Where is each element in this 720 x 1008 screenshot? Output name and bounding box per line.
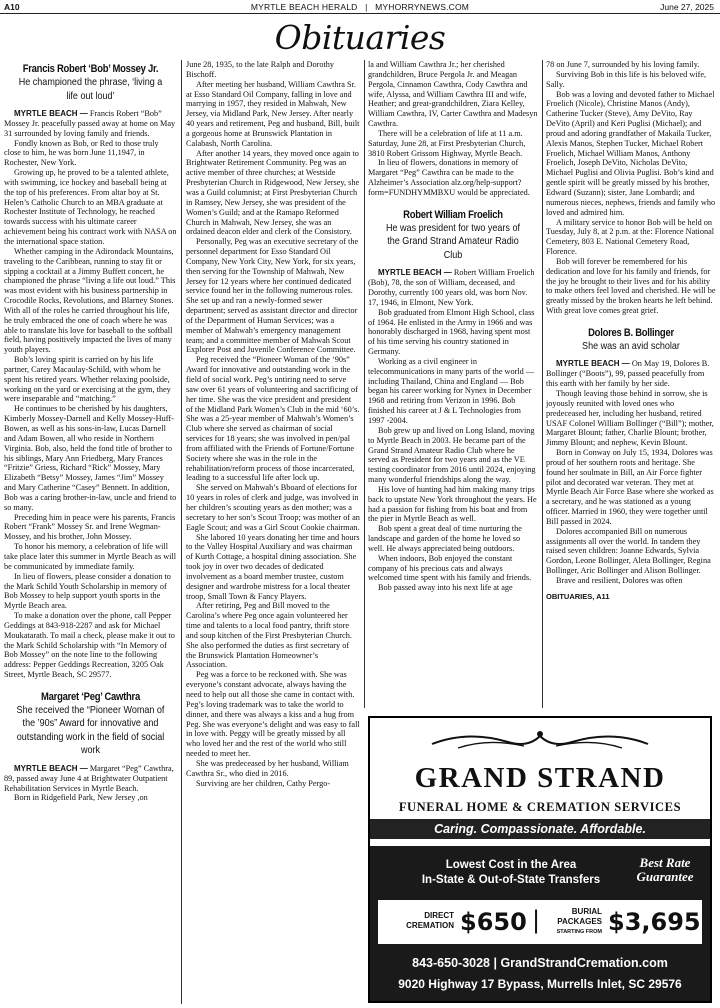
obituary-paragraph: MYRTLE BEACH — Margaret “Peg” Cawthra, 89, passed away June 4 at Brightwater Outpatient Rehabilitation Services in Myrtle Beach. [4, 763, 174, 793]
ad-lowcost-line: Lowest Cost in the Area [445, 859, 577, 871]
obituary-paragraph: Bob spent a great deal of time nurturing the landscape and garden of the home he loved so well. He always appreciated being outdoors. [368, 524, 522, 553]
price-divider: | [532, 906, 541, 934]
burial-packages-price: $3,695 [608, 908, 701, 936]
ad-best-rate [626, 856, 704, 884]
ad-price-box [378, 900, 702, 944]
ornament-icon [428, 728, 652, 752]
obituary-paragraph: To make a donation over the phone, call Pepper Geddings at 843-918-2287 and ask for Michael Moukatarath. To mail a check, please make it out to the Mark Schild Scholarship with “In Memory of Bob Mossey” on the note line to the following address: Pepper Geddings Recreation, 3205 Oak Street, Myrtle Beach, SC 29577. [4, 611, 175, 680]
obituary-paragraph: There will be a celebration of life at 11 a.m. Saturday, June 28, at First Presbyterian Church, 3810 Robert Grissom Highway, Myrtle Beach. [368, 128, 526, 158]
funeral-home-advertisement [368, 716, 712, 1003]
obituary-subhead: He was president for two years of the Grand Strand Amateur Radio Club [385, 221, 520, 261]
ad-lowcost-text [406, 858, 616, 888]
obituary-paragraph: MYRTLE BEACH — Robert William Froelich (Bob), 78, the son of William, deceased, and Dorothy, currently 100 years old, was born Nov. 17, 1946, in Elmont, New York. [368, 268, 535, 307]
paper-name: MYRTLE BEACH HERALD [250, 2, 358, 12]
obituary-paragraph: After another 14 years, they moved once again to Brightwater Retirement Community. Peg was an active member of three churches; at Westside Presbyterian Church in Ridgewood, New Jersey, she was a Guild columnist; at First Presbyterian Church in Ramsey, New Jersey, she was president of the Women’s Guild; and at the Ramapo Reformed Church in Mahwah, New Jersey, she was an ordained deacon elder and clerk of the Consistory. [186, 148, 360, 237]
website: MYHORRYNEWS.COM [375, 2, 470, 12]
obituary-name: Robert William Froelich [403, 208, 503, 221]
column-rule [181, 60, 182, 1004]
obituary-paragraph: Peg received the “Pioneer Woman of the ‘90s” Award for innovative and outstanding work in the field of social work. Peg’s untiring need to serve saw over 61 years of volunteering and sacrificing of her time. She was the vice president and president of the Midland Park Women’s Club in the mid ‘60’s. She was a 25-year member of Mahwah’s Women’s Club where she served as chairman of social services for 18 years; she was involved in pen/pal from affiliated with the Friends of Fortune/Fortune Society where she was in the role in the rehabilitation/reform process of those incarcerated, leading to a successful life after lock up. [186, 355, 360, 483]
dateline: MYRTLE BEACH — [556, 359, 630, 369]
column-2 [186, 60, 360, 1005]
obituary-paragraph: Dolores accompanied Bill on numerous assignments all over the world. In tandem they raised seven children: Joanne Edwards, Sylvia Gordon, Leone Bollinger, Aleta Bollinger, Regina Bollinger, Aric Bollinger and Alison Bollinger. [546, 526, 711, 576]
obituary-paragraph: Fondly known as Bob, or Red to those truly close to him, he was born June 11,1947, in Rochester, New York. [4, 138, 159, 168]
obituary-subhead: He championed the phrase, ‘living a life out loud’ [18, 76, 163, 102]
masthead-separator: | [365, 2, 368, 12]
ad-brand-name: GRAND STRAND [414, 762, 666, 794]
obituary-subhead: She received the “Pioneer Woman of the ’90s” Award for innovative and outstanding work in the field of social work [16, 703, 165, 757]
obituary-paragraph: After retiring, Peg and Bill moved to the Carolina’s where Peg once again volunteered her time and talents to a local food pantry, thrift store and soup kitchen of the First Presbyterian Church. She also performed the duties as first secretary of the Brunswick Plantation Homeowner’s Association. [186, 601, 352, 670]
obituary-paragraph: Whether camping in the Adirondack Mountains, traveling to the Caribbean, running to stay fit or sipping a cocktail at a Jimmy Buffett concert, he championed the phrase “living a life out loud.” This was most evident with his business partnership in Crocodile Rocks, Revolutions, and Blarney Stones. With all of the roles he carried throughout his life, he truly embraced the one of coach where he was able to translate his love for baseball to the softball field, having positively impacted the lives of many youth players. [4, 246, 176, 355]
column-3 [368, 60, 538, 710]
obituary-name: Margaret ‘Peg’ Cawthra [41, 690, 140, 703]
obituary-paragraph: la and William Cawthra Jr.; her cherished grandchildren, Bruce Pergola Jr. and Meagan Pergola, Cinnamon Cawthra, Cody Cawthra and wife, Alyssa, and William Cawthra III and wife, Heather; and great-grandchildren, Ziara Kelley, William Cawthra, IV, Carter Cawthra and Madesyn Cawthra. [368, 60, 538, 129]
obituary-paragraph: Peg was a force to be reckoned with. She was everyone’s constant advocate, always having the need to help out all those she came in contact with. Peg’s loving trademark was to take the world to dinner, and there was always a kiss and a hug from Peg. She was everyone’s delight and was easy to fall in love with. Peggy will be greatly missed by all who loved her and the rest of the world who still needed to meet her. [186, 670, 360, 759]
obituary-paragraph: In lieu of flowers, please consider a donation to the Mark Schild Youth Scholarship in memory of Bob Mossey to help support youth sports in the Myrtle Beach area. [4, 571, 171, 611]
column-rule [364, 60, 365, 708]
obituary-name: Francis Robert ‘Bob’ Mossey Jr. [22, 63, 159, 75]
dateline: MYRTLE BEACH — [14, 109, 88, 118]
obituary-paragraph: Born in Conway on July 15, 1934, Dolores was proud of her southern roots and heritage. She found her soulmate in Bill, an Air Force fighter pilot and decorated war veteran. They met at Myrtle Beach Air Force Base where she worked as a secretary, and he was stationed as a young officer. Married in 1960, they were together until Bill passed in 2024. [546, 448, 714, 526]
obituary-paragraph: Personally, Peg was an executive secretary of the personnel department for Esso Standard Oil Company, New York City, New York, for six years, then serving for the Township of Mahwah, New Jersey for 12 years where her continued dedicated service found her in the following numerous roles. She set up and ran a newly-formed sewer department; served as assistant director and director of the Department of Human Services; was a member of Mahwah’s emergency management team; and a committee member of Mahwah Scout Explorer Post and Juvenile Conference Committee. [186, 237, 359, 355]
obituary-paragraph: MYRTLE BEACH — Francis Robert “Bob” Mossey Jr. peacefully passed away at home on May 31 surrounded by loving family and friends. [4, 109, 176, 138]
column-4 [546, 60, 716, 710]
obituary-paragraph: He continues to be cherished by his daughters, Kimberly Mossey-Darnell and Kelly Mossey-Huff-Bowen, as well as his sons-in-law, Lucas Darnell and Adam Bowen, all who reside in Northern Virginia. Bob, also, held the fond title of brother to his siblings, Mary Ann Friedberg, Mary Frances “Fritzie” Griess, Richard “Rick” Mossey, Mary Elizabeth “Betsy” Mossey, James “Jim” Mossey and Mary Catherine “Casey” Bennett. In addition, Bob was a caring brother-in-law, uncle and friend to so many. [4, 404, 177, 512]
page-number: A10 [4, 2, 20, 12]
ad-slogan: Caring. Compassionate. Affordable. [370, 819, 710, 839]
obituary-paragraph: Bob was a loving and devoted father to Michael Froelich (Nicole), Christine Manos (Andy), Catherine Tucker (Steve), Amy DeVito, Ray DeVito (April) and Keri Puglisi (Michael); and proud and adoring grandfather of Makaila Tucker, Alexis Manos, Stephen Tucker, Michael Robert Froelich, Michael William Manos, Anthony Froelich, Joseph DeVito, Nicholas DeVito, Michael Puglisi and Olivia Puglisi. Bob’s kind and gentle spirit will be greatly missed by his brother, Edward (Suzann); sister, Jane Lombardi; and numerous nieces, nephews, friends and family who loved and admired him. [546, 89, 716, 217]
column-1 [4, 60, 177, 1005]
ad-header-panel [370, 718, 710, 846]
ad-best-line: Best Rate [639, 855, 691, 870]
obituary-name: Dolores B. Bollinger [588, 326, 674, 339]
dateline: MYRTLE BEACH — [378, 268, 452, 278]
obituary-paragraph: Growing up, he proved to be a talented athlete, with swimming, ice hockey and baseball being at the top of his preferences. From altar boy at St. Helen’s Catholic Church to an MBA graduate at Rochester Institute of Technology, he reached towards success with his ultimate career achievement being his contract work with NASA on the international space station. [4, 168, 177, 246]
issue-date: June 27, 2025 [660, 2, 714, 12]
obituary-paragraph: Brave and resilient, Dolores was often [556, 576, 683, 585]
obituary-subhead: She was an avid scholar [582, 339, 680, 352]
ad-address: 9020 Highway 17 Bypass, Murrells Inlet, SC 29576 [398, 977, 682, 991]
obituary-paragraph: Surviving Bob in this life is his beloved wife, Sally. [546, 69, 707, 89]
obituary-paragraph: When indoors, Bob enjoyed the constant company of his precious cats and always welcomed time spent with his family and friends. [368, 553, 532, 583]
direct-cremation-label: DIRECT CREMATION [406, 911, 454, 930]
obituary-paragraph: Born in Ridgefield Park, New Jersey ,on [14, 793, 148, 803]
obituary-paragraph: To honor his memory, a celebration of life will take place later this summer in Myrtle Beach as will be communicated by immediate family. [4, 542, 177, 571]
obituary-paragraph: His love of hunting had him making many trips back to upstate New York throughout the years. He had a passion for fishing from his boat and from the pier in Myrtle Beach as well. [368, 484, 537, 524]
obituary-paragraph: A military service to honor Bob will be held on Tuesday, July 8, at 2 p.m. at the: Florence National Cemetery, 803 E. National Cemetery Road, Florence. [546, 217, 715, 257]
obituary-paragraph: Bob graduated from Elmont High School, class of 1964. He enlisted in the Army in 1966 and was honorably discharged in 1968, having spent most of his time serving his country stationed in Germany. [368, 307, 535, 357]
obituary-paragraph: Preceding him in peace were his parents, Francis Robert “Frank” Mossey Sr. and Irene Wegman-Mossey, and his brother, John Mossey. [4, 512, 176, 542]
obituary-paragraph: Bob grew up and lived on Long Island, moving to Myrtle Beach in 2003. He became part of the Grand Strand Amateur Radio Club where he served as President for two years and as the VE testing coordinator from 2016 until 2024, enjoying many wonderful friendships along the way. [368, 425, 536, 485]
obituary-paragraph: MYRTLE BEACH — On May 19, Dolores B. Bollinger (“Boots”), 99, passed peacefully from this earth with her family by her side. [546, 359, 710, 389]
obituary-paragraph: Working as a civil engineer in telecommunications in many parts of the world — including Thailand, China and England — Bob began his career working for Nynex in December 1968 and retiring from Verizon in 1996. Bob finished his career at J & L Technologies from 1997 -2004. [368, 356, 535, 425]
ad-lowcost-line: In-State & Out-of-State Transfers [421, 874, 601, 886]
obituary-paragraph: She served on Mahwah’s Bboard of elections for 10 years in roles of clerk and judge, was involved in her children’s scouting years as den mother; was a secretary to her son’s Scout Troop; was mother of an Eagle Scout; and was a Girl Scout Cookie chairman. [186, 483, 360, 532]
dateline: MYRTLE BEACH — [14, 763, 88, 773]
obituary-paragraph: She labored 10 years donating her time and hours to the Valley Hospital Auxiliary and was chairman of Kurth Cottage, a hospital dining association. She took joy in over two decades of dedicated involvement as a board member trustee, custom designer and wardrobe mistress for a local theater troop, Small Town & Fancy Players. [186, 532, 360, 601]
obituary-paragraph: After meeting her husband, William Cawthra Sr. at Esso Standard Oil Company, falling in love and marrying in 1957, they resided in Mahwah, New Jersey, via Midland Park, New Jersey. After nearly 40 years and retirement, Peg and husband, Bill, built a gorgeous home at Brunswick Plantation in Calabash, North Carolina. [186, 79, 360, 148]
burial-packages-label: BURIAL PACKAGES STARTING FROM [556, 907, 602, 935]
obituary-paragraph: June 28, 1935, to the late Ralph and Dorothy Bischoff. [186, 60, 335, 79]
ad-best-line: Guarantee [636, 869, 694, 884]
obituary-paragraph: Though leaving those behind in sorrow, she is joyously reunited with loved ones who predeceased her, including her husband, retired USAF Colonel William Bollinger (“Bill”); mother, Margaret Blount; father, Charlie Blount; brother, Jimmy Blount; and nephew, Kevin Blount. [546, 388, 714, 448]
page-header [0, 0, 720, 14]
obituary-paragraph: She was predeceased by her husband, William Cawthra Sr., who died in 2016. [186, 758, 349, 778]
obituary-paragraph: Bob will forever be remembered for his dedication and love for his family and friends, for the joy he brought to their lives and for his ability to make others feel loved and cherished. He will be greatly missed by the broken hearts he left behind. With great love comes great grief. [546, 256, 716, 316]
obituary-paragraph: Surviving are her children, Cathy Pergo- [196, 778, 331, 788]
obituary-paragraph: In lieu of flowers, donations in memory of Margaret “Peg” Cawthra can be made to the Alzheimer’s Association alz.org/help-support?form=FUNDHYMMBXU would be appreciated. [368, 158, 530, 197]
obituary-paragraph: 78 on June 7, surrounded by his loving family. [546, 60, 700, 69]
continuation-jump: OBITUARIES, A11 [546, 591, 610, 601]
section-title: Obituaries [274, 18, 446, 57]
obituary-paragraph: Bob passed away into his next life at age [378, 583, 513, 593]
direct-cremation-price: $650 [460, 908, 527, 936]
ad-contact: 843-650-3028 | GrandStrandCremation.com [412, 956, 668, 970]
masthead-line [0, 2, 720, 12]
obituary-paragraph: Bob’s loving spirit is carried on by his life partner, Carey Macaulay-Schild, with whom he spent his retired years. Whether relaxing poolside, working on the yard or exercising at the gym, they were inseparable and “matching.” [4, 355, 171, 404]
ad-tagline: FUNERAL HOME & CREMATION SERVICES [398, 800, 682, 814]
column-rule [542, 60, 543, 708]
